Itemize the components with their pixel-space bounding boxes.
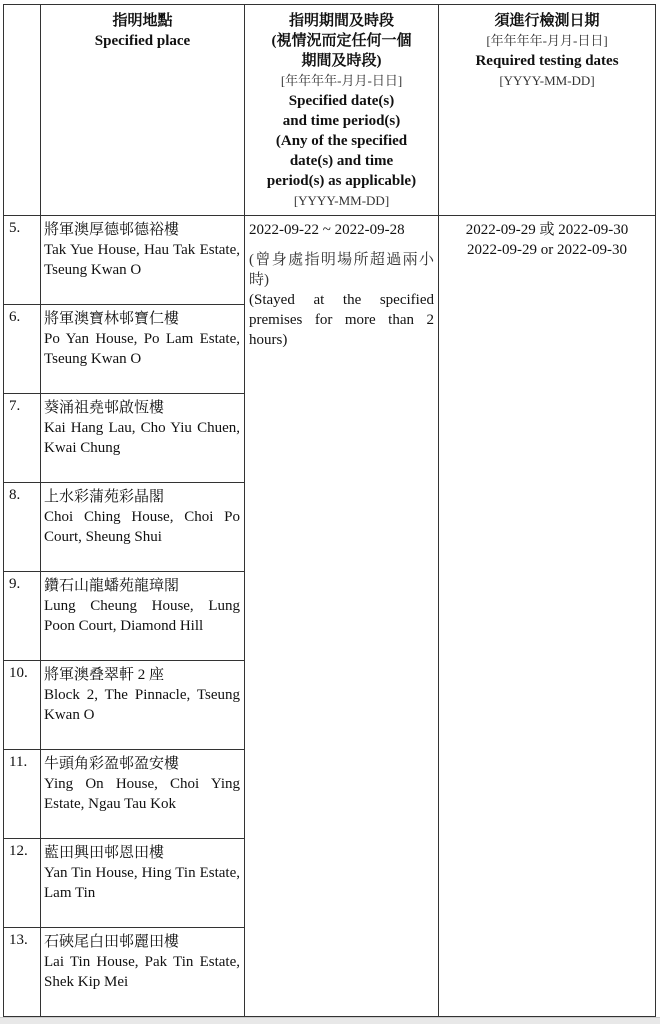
row-number: 9. (4, 572, 41, 661)
period-note-zh: (曾身處指明場所超過兩小時) (249, 252, 434, 288)
testing-format-zh: [年年年年-月月-日日] (486, 33, 608, 48)
place-cell (41, 216, 245, 305)
period-cell (245, 216, 439, 1017)
period-header-en-line5: period(s) as applicable) (266, 173, 417, 189)
specified-places-table (3, 4, 656, 1017)
testing-header-en: Required testing dates (475, 53, 619, 69)
table-header-row (4, 5, 656, 216)
place-name-en: Choi Ching House, Choi Po Court, Sheung Shui (44, 509, 240, 545)
place-name-zh: 藍田興田邨恩田樓 (44, 845, 165, 861)
place-cell (41, 750, 245, 839)
place-name-en: Block 2, The Pinnacle, Tseung Kwan O (44, 687, 240, 723)
place-header-zh: 指明地點 (112, 13, 173, 29)
testing-dates-zh: 2022-09-29 或 2022-09-30 (465, 222, 629, 238)
place-name-zh: 將軍澳叠翠軒 2 座 (44, 667, 165, 683)
period-header-en-line2: and time period(s) (282, 113, 401, 129)
row-number: 7. (4, 394, 41, 483)
period-range: 2022-09-22 ~ 2022-09-28 (249, 222, 405, 238)
place-name-zh: 上水彩蒲苑彩晶閣 (44, 489, 165, 505)
testing-dates-cell (439, 216, 656, 1017)
period-header-zh-line3: 期間及時段) (301, 53, 382, 69)
row-number: 5. (4, 216, 41, 305)
testing-format-en: [YYYY-MM-DD] (499, 73, 595, 88)
place-name-zh: 石硤尾白田邨麗田樓 (44, 934, 180, 950)
period-header-en-line3: (Any of the specified (275, 133, 408, 149)
place-cell (41, 572, 245, 661)
period-column-header (245, 5, 439, 216)
testing-dates-en: 2022-09-29 or 2022-09-30 (467, 242, 627, 258)
row-number: 11. (4, 750, 41, 839)
place-name-en: Ying On House, Choi Ying Estate, Ngau Tau Kok (44, 776, 240, 812)
row-number: 8. (4, 483, 41, 572)
period-header-en-line1: Specified date(s) (288, 93, 395, 109)
row-number: 6. (4, 305, 41, 394)
row-number: 12. (4, 839, 41, 928)
place-name-en: Tak Yue House, Hau Tak Estate, Tseung Kwan O (44, 242, 240, 278)
period-header-zh-line2: (視情況而定任何一個 (271, 33, 412, 49)
place-name-zh: 將軍澳寶林邨寶仁樓 (44, 311, 180, 327)
testing-column-header (439, 5, 656, 216)
place-name-en: Lung Cheung House, Lung Poon Court, Diamond Hill (44, 598, 240, 634)
place-name-zh: 鑽石山龍蟠苑龍璋閣 (44, 578, 180, 594)
place-name-en: Lai Tin House, Pak Tin Estate, Shek Kip Mei (44, 954, 240, 990)
row-number: 10. (4, 661, 41, 750)
place-cell (41, 661, 245, 750)
page-bottom-edge (0, 1017, 660, 1024)
place-cell (41, 839, 245, 928)
place-cell (41, 483, 245, 572)
period-note-en: (Stayed at the specified premises for more than 2 hours) (249, 292, 434, 348)
period-format-en: [YYYY-MM-DD] (293, 193, 390, 208)
number-column-header (4, 5, 41, 216)
place-cell (41, 305, 245, 394)
period-header-en-line4: date(s) and time (289, 153, 394, 169)
place-name-zh: 牛頭角彩盈邨盈安樓 (44, 756, 180, 772)
place-name-en: Po Yan House, Po Lam Estate, Tseung Kwan O (44, 331, 240, 367)
place-name-en: Yan Tin House, Hing Tin Estate, Lam Tin (44, 865, 240, 901)
period-header-zh-line1: 指明期間及時段 (288, 13, 394, 29)
place-name-zh: 將軍澳厚德邨德裕樓 (44, 222, 180, 238)
place-header-en: Specified place (94, 33, 191, 49)
row-number: 13. (4, 928, 41, 1017)
place-cell (41, 394, 245, 483)
period-format-zh: [年年年年-月月-日日] (280, 73, 403, 88)
place-name-zh: 葵涌祖堯邨啟恆樓 (44, 400, 165, 416)
place-cell (41, 928, 245, 1017)
place-column-header (41, 5, 245, 216)
table-row (4, 216, 656, 305)
testing-header-zh: 須進行檢測日期 (494, 13, 600, 29)
place-name-en: Kai Hang Lau, Cho Yiu Chuen, Kwai Chung (44, 420, 240, 456)
